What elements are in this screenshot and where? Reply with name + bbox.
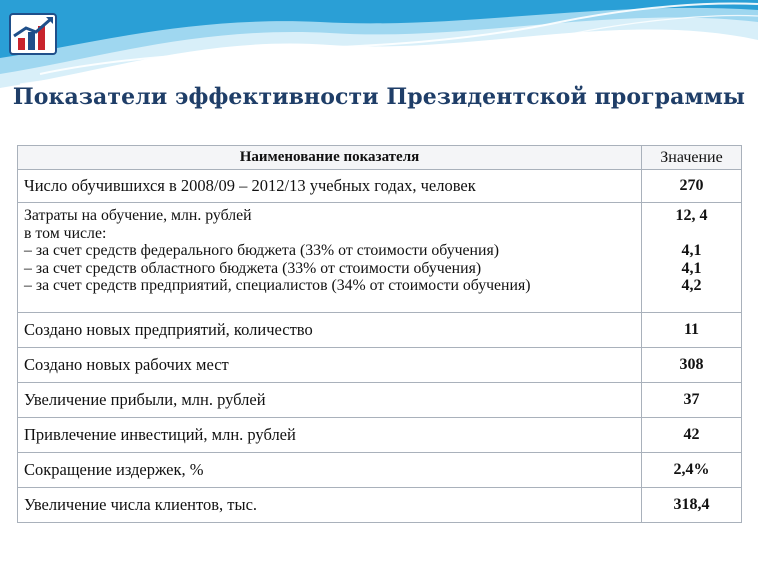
table-row [18, 203, 742, 313]
table-row [18, 348, 742, 383]
row-value: 270 [642, 170, 742, 203]
sub-row-value: 4,1 [681, 259, 702, 277]
row-value: 42 [642, 418, 742, 453]
sub-row-name: – за счет средств областного бюджета (33% от стоимости обучения) [24, 259, 482, 277]
table-row [18, 383, 742, 418]
row-intro: в том числе: [24, 224, 107, 242]
row-name: Число обучившихся в 2008/09 – 2012/13 учебных годах, человек [18, 170, 642, 203]
table-row [18, 313, 742, 348]
sub-row-name: – за счет средств предприятий, специалистов (34% от стоимости обучения) [24, 277, 531, 294]
university-graph-logo-icon [6, 8, 60, 58]
row-name: Привлечение инвестиций, млн. рублей [18, 418, 642, 453]
column-header-value: Значение [642, 146, 742, 170]
spacer [648, 225, 735, 243]
sub-row-name: – за счет средств федерального бюджета (33% от стоимости обучения) [24, 242, 499, 259]
table-row [18, 170, 742, 203]
row-name-costs [18, 203, 642, 313]
indicators-table [17, 145, 742, 523]
row-name: Затраты на обучение, млн. рублей [24, 207, 252, 224]
row-value: 37 [642, 383, 742, 418]
table-header-row [18, 146, 742, 170]
row-values-costs [642, 203, 742, 313]
sub-row-value: 4,1 [681, 242, 702, 259]
row-name: Создано новых предприятий, количество [18, 313, 642, 348]
table-row [18, 418, 742, 453]
row-value: 12, 4 [675, 207, 708, 224]
column-header-name: Наименование показателя [18, 146, 642, 170]
row-name: Создано новых рабочих мест [18, 348, 642, 383]
table-row [18, 488, 742, 523]
row-name: Увеличение числа клиентов, тыс. [18, 488, 642, 523]
row-value: 308 [642, 348, 742, 383]
sub-row-value: 4,2 [681, 277, 702, 294]
row-value: 318,4 [642, 488, 742, 523]
row-name: Сокращение издержек, % [18, 453, 642, 488]
page-title: Показатели эффективности Президентской программы [12, 84, 746, 110]
row-name: Увеличение прибыли, млн. рублей [18, 383, 642, 418]
table-row [18, 453, 742, 488]
row-value: 2,4% [642, 453, 742, 488]
row-value: 11 [642, 313, 742, 348]
